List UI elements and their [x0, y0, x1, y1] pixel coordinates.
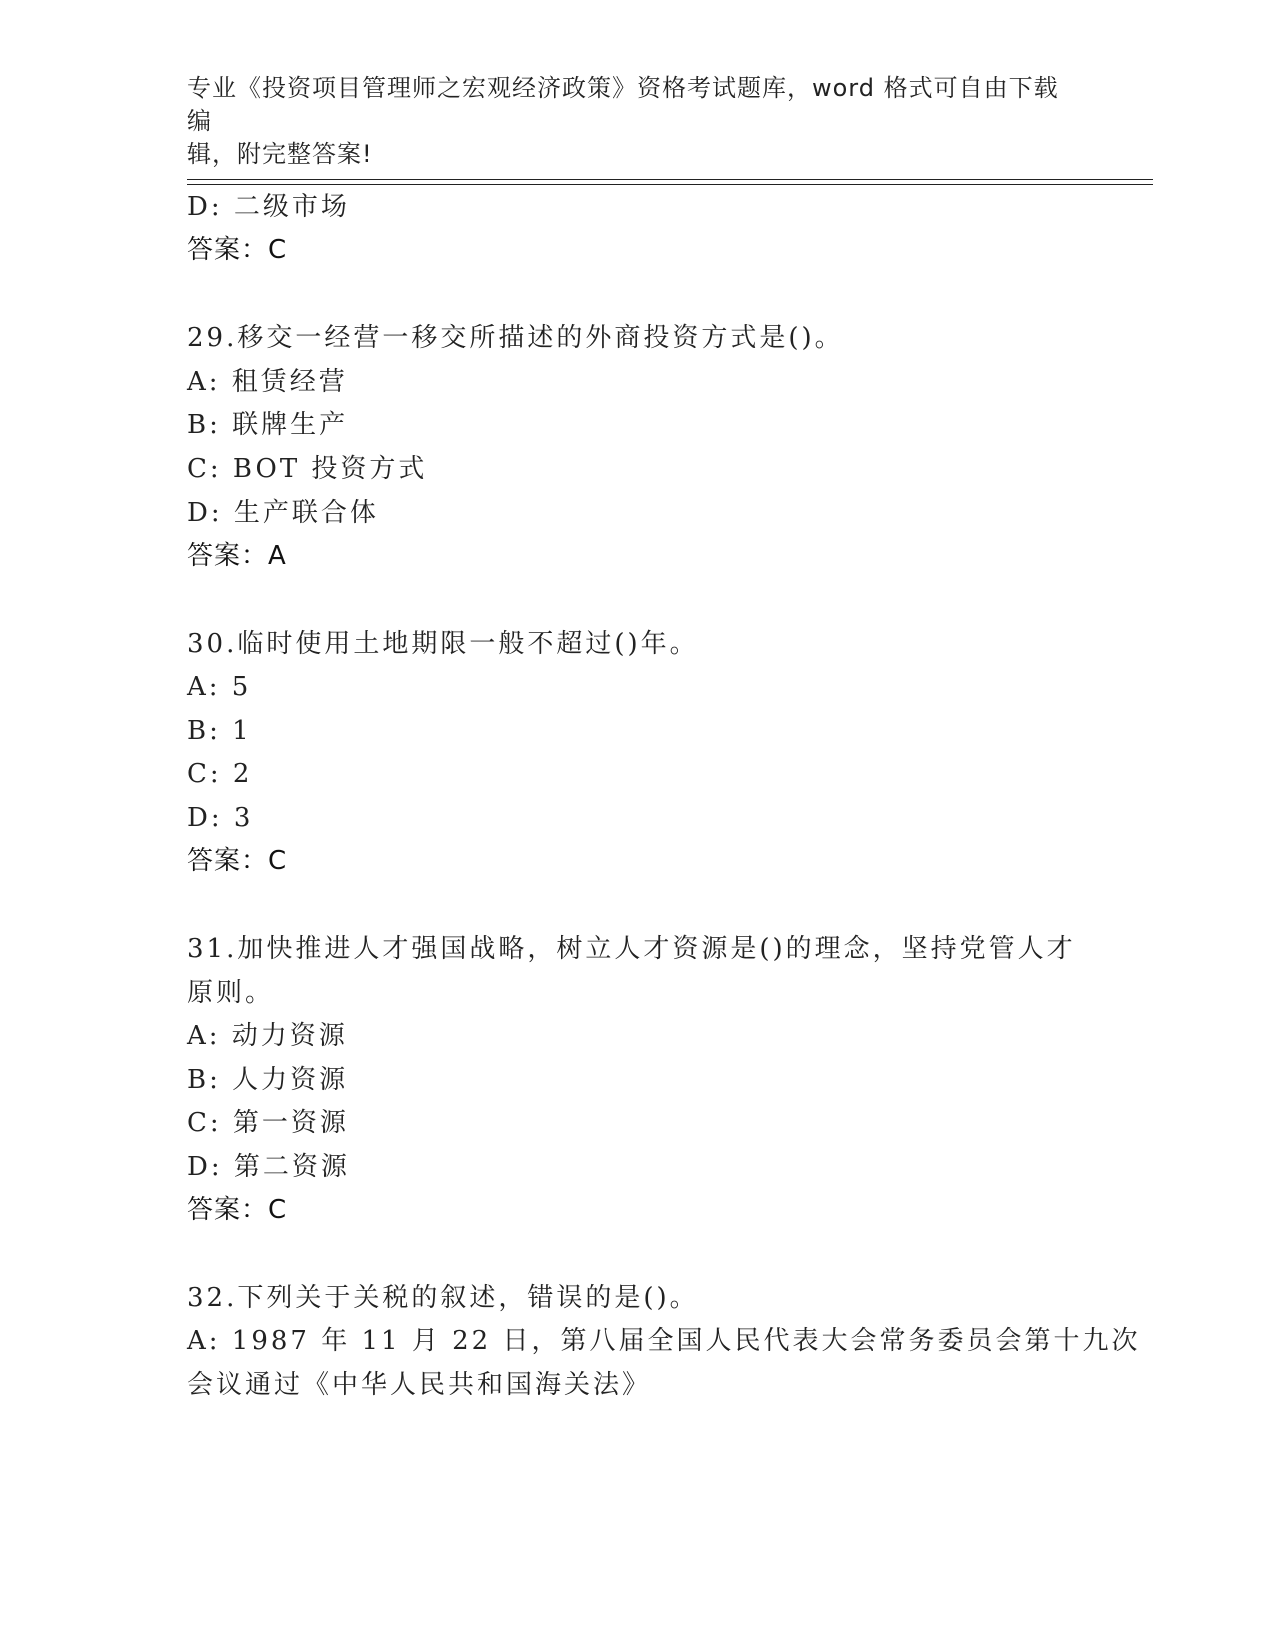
- question-32-stem: 32.下列关于关税的叙述，错误的是()。: [187, 1283, 699, 1313]
- question-30-option-d: D: 3: [187, 803, 254, 833]
- header-divider-top: [187, 179, 1153, 180]
- question-31-option-c: C: 第一资源: [187, 1108, 349, 1138]
- question-29-option-a: A: 租赁经营: [187, 367, 348, 397]
- question-31-answer: 答案：C: [187, 1195, 288, 1225]
- question-32-option-a-line-1: A: 1987 年 11 月 22 日，第八届全国人民代表大会常务委员会第十九次: [187, 1326, 1141, 1356]
- question-30-option-c: C: 2: [187, 759, 253, 789]
- question-30-option-b: B: 1: [187, 716, 252, 746]
- prev-option-d: D: 二级市场: [187, 192, 350, 222]
- question-29-option-d: D: 生产联合体: [187, 498, 379, 528]
- question-29-answer: 答案：A: [187, 541, 287, 571]
- question-31-option-b: B: 人力资源: [187, 1065, 349, 1095]
- question-31-stem-line-1: 31.加快推进人才强国战略，树立人才资源是()的理念，坚持党管人才: [187, 934, 1076, 964]
- question-31-stem-line-2: 原则。: [187, 978, 275, 1008]
- question-29-option-c: C: BOT 投资方式: [187, 454, 428, 484]
- header-line-1: 专业《投资项目管理师之宏观经济政策》资格考试题库，word 格式可自由下载编: [187, 74, 1059, 135]
- question-32-option-a-line-2: 会议通过《中华人民共和国海关法》: [187, 1370, 652, 1400]
- question-30-stem: 30.临时使用土地期限一般不超过()年。: [187, 629, 699, 659]
- question-29-stem: 29.移交一经营一移交所描述的外商投资方式是()。: [187, 323, 844, 353]
- document-header: [187, 72, 1067, 171]
- header-divider-bottom: [187, 184, 1153, 185]
- question-29-option-b: B: 联牌生产: [187, 410, 349, 440]
- question-30-answer: 答案：C: [187, 846, 288, 876]
- question-30-option-a: A: 5: [187, 672, 252, 702]
- question-31-option-a: A: 动力资源: [187, 1021, 348, 1051]
- question-31-option-d: D: 第二资源: [187, 1152, 350, 1182]
- prev-answer: 答案：C: [187, 235, 288, 265]
- header-line-2: 辑，附完整答案!: [187, 140, 373, 168]
